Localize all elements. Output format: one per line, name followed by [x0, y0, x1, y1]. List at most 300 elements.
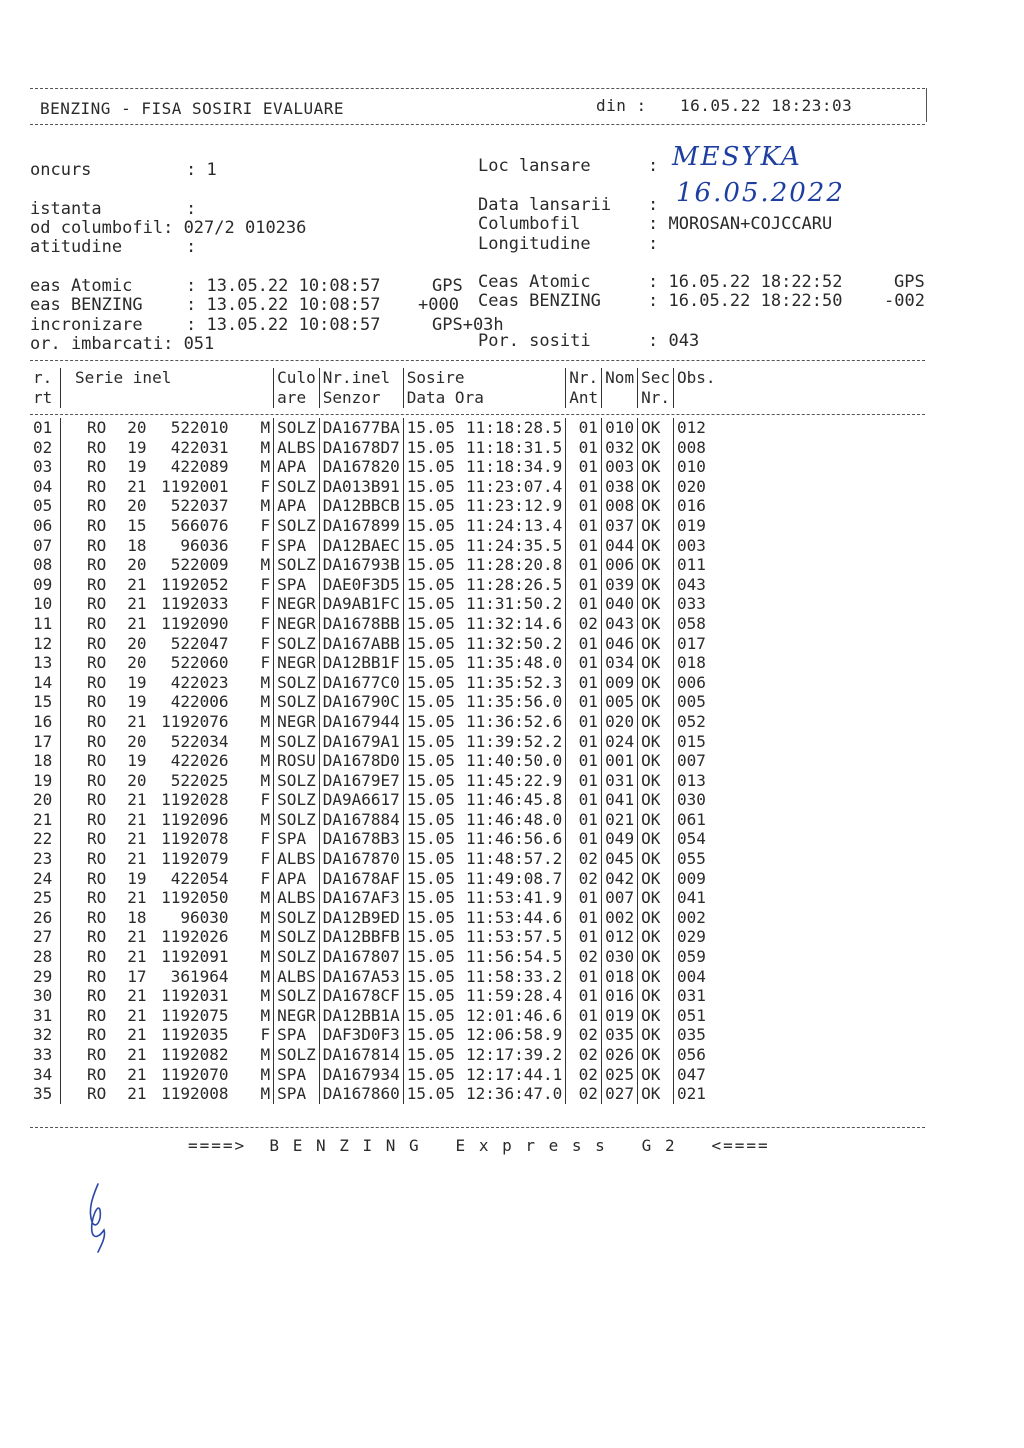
clock-sep: :: [648, 291, 659, 311]
cell-obs: 018: [673, 653, 718, 673]
cell-data: 15.05: [403, 457, 458, 477]
cell-obs: 004: [673, 967, 718, 987]
cell-data: 15.05: [403, 829, 458, 849]
cell-nr: 06: [33, 515, 53, 535]
cell-senzor: DA167A53: [319, 967, 403, 987]
cell-nom: 007: [602, 888, 638, 908]
clock-sep: :: [186, 276, 197, 296]
cell-nom: 021: [602, 810, 638, 830]
cell-an: 21: [127, 888, 147, 908]
cell-sex: M: [260, 692, 271, 712]
cell-ant: 01: [566, 967, 602, 987]
cell-gap: [232, 1025, 258, 1045]
cell-senzor: DA167934: [319, 1065, 403, 1085]
cell-an: 19: [127, 457, 147, 477]
cell-inel: 96036: [180, 535, 229, 555]
cell-nom: 038: [602, 477, 638, 497]
cell-gap: [232, 908, 258, 928]
cell-sec: OK: [638, 810, 674, 830]
cell-senzor: DA9A6617: [319, 790, 403, 810]
cell-tara: RO: [61, 496, 110, 516]
cell-data: 15.05: [403, 869, 458, 889]
cell-culoare: ALBS: [274, 438, 320, 458]
col-sec-header-2: Nr.: [638, 388, 674, 408]
clock-extra: GPS+03h: [432, 315, 504, 335]
cell-sex: M: [260, 751, 271, 771]
col-sex-header-2: [258, 388, 274, 408]
cell-data: 15.05: [403, 477, 458, 497]
cell-obs: 041: [673, 888, 718, 908]
cell-data: 15.05: [403, 1025, 458, 1045]
table-row: [30, 653, 719, 673]
cell-nr: 09: [33, 574, 53, 594]
cell-inel: 522010: [170, 418, 229, 437]
cell-sex: M: [260, 1064, 271, 1084]
cell-data: 15.05: [403, 673, 458, 693]
cell-nr: 27: [33, 927, 53, 947]
info-sep: :: [186, 199, 197, 219]
cell-nr: 21: [33, 809, 53, 829]
cell-data: 15.05: [403, 927, 458, 947]
cell-ora: 11:18:31.5: [465, 437, 563, 457]
cell-data: 15.05: [403, 888, 458, 908]
info-sep: :: [163, 218, 174, 238]
cell-ora: 11:24:13.4: [465, 515, 563, 535]
cell-nr: 15: [33, 692, 53, 712]
cell-senzor: DA167AF3: [319, 888, 403, 908]
cell-obs: 047: [673, 1065, 718, 1085]
cell-nr: 33: [33, 1045, 53, 1064]
table-row: [30, 614, 719, 634]
cell-inel: 1192075: [161, 1005, 229, 1025]
cell-ora: 11:45:22.9: [465, 770, 563, 790]
cell-nom: 034: [602, 653, 638, 673]
cell-ant: 01: [566, 634, 602, 654]
table-row: [30, 790, 719, 810]
clock-value: 13.05.22 10:08:57: [206, 315, 381, 335]
cell-inel: 1192031: [161, 986, 229, 1006]
cell-senzor: DA12B9ED: [319, 908, 403, 928]
cell-senzor: DA167807: [319, 947, 403, 967]
cell-gap: [232, 477, 258, 497]
cell-an: 20: [127, 653, 147, 673]
cell-obs: 054: [673, 829, 718, 849]
cell-senzor: DA9AB1FC: [319, 594, 403, 614]
cell-obs: 016: [673, 496, 718, 516]
cell-data: 15.05: [403, 947, 458, 967]
cell-gap: [232, 692, 258, 712]
cell-nom: 009: [602, 673, 638, 693]
cell-obs: 010: [673, 457, 718, 477]
cell-ant: 02: [566, 849, 602, 869]
cell-inel: 1192078: [161, 829, 229, 849]
cell-sex: F: [260, 594, 271, 614]
cell-gap: [232, 614, 258, 634]
table-top-rule: [30, 360, 925, 361]
cell-senzor: DA12BBCB: [319, 496, 403, 516]
col-inel-header: Nr.inel: [319, 368, 403, 388]
cell-culoare: SOLZ: [274, 790, 320, 810]
cell-inel: 522034: [170, 731, 229, 751]
cell-nr: 18: [33, 751, 53, 771]
clock-value: 13.05.22 10:08:57: [206, 295, 381, 315]
header-bottom-rule: [30, 124, 925, 125]
table-row: [30, 634, 719, 654]
cell-culoare: SOLZ: [274, 986, 320, 1006]
cell-data: 15.05: [403, 732, 458, 752]
cell-ora: 11:49:08.7: [465, 868, 563, 888]
cell-senzor: DA12BBFB: [319, 927, 403, 947]
cell-tara: RO: [61, 1025, 110, 1045]
cell-inel: 1192008: [161, 1084, 229, 1104]
cell-obs: 002: [673, 908, 718, 928]
cell-sex: F: [260, 653, 271, 673]
col-ant-header-2: Ant: [566, 388, 602, 408]
cell-ant: 02: [566, 1025, 602, 1045]
cell-sec: OK: [638, 712, 674, 732]
col-ant-header: Nr.: [566, 368, 602, 388]
cell-sec: OK: [638, 1084, 674, 1104]
clock-value: 16.05.22 18:22:50: [668, 291, 843, 311]
cell-culoare: SPA: [274, 1065, 320, 1085]
table-row: [30, 888, 719, 908]
clock-label: eas Atomic: [30, 276, 133, 296]
cell-data: 15.05: [403, 555, 458, 575]
cell-sec: OK: [638, 477, 674, 497]
cell-nom: 018: [602, 967, 638, 987]
cell-an: 20: [127, 770, 147, 790]
cell-nr: 32: [33, 1025, 53, 1045]
cell-senzor: DA167870: [319, 849, 403, 869]
cell-sec: OK: [638, 927, 674, 947]
clock-extra: -002: [884, 291, 925, 311]
date-label: din :: [596, 96, 647, 115]
cell-tara: RO: [61, 594, 110, 614]
cell-an: 21: [127, 809, 147, 829]
cell-gap: [232, 927, 258, 947]
cell-culoare: ALBS: [274, 967, 320, 987]
cell-tara: RO: [61, 771, 110, 791]
cell-culoare: APA: [274, 457, 320, 477]
cell-culoare: SOLZ: [274, 477, 320, 497]
cell-nom: 042: [602, 869, 638, 889]
cell-ora: 11:53:57.5: [465, 927, 563, 947]
cell-culoare: NEGR: [274, 712, 320, 732]
cell-tara: RO: [61, 829, 110, 849]
cell-gap: [232, 634, 258, 654]
cell-ant: 01: [566, 712, 602, 732]
cell-sec: OK: [638, 653, 674, 673]
cell-ora: 11:35:48.0: [465, 653, 563, 673]
cell-ant: 01: [566, 477, 602, 497]
cell-obs: 003: [673, 536, 718, 556]
cell-tara: RO: [61, 1006, 110, 1026]
cell-gap: [232, 496, 258, 516]
table-row: [30, 673, 719, 693]
cell-an: 19: [127, 751, 147, 771]
cell-tara: RO: [61, 986, 110, 1006]
cell-nom: 003: [602, 457, 638, 477]
cell-obs: 015: [673, 732, 718, 752]
cell-culoare: NEGR: [274, 594, 320, 614]
col-sec-header: Sec: [638, 368, 674, 388]
cell-data: 15.05: [403, 496, 458, 516]
cell-sec: OK: [638, 692, 674, 712]
cell-nr: 05: [33, 496, 53, 516]
cell-gap: [232, 986, 258, 1006]
col-sosire-header: Sosire: [403, 368, 566, 388]
cell-senzor: DA16790C: [319, 692, 403, 712]
cell-gap: [232, 418, 258, 438]
cell-nom: 045: [602, 849, 638, 869]
clock-sep: :: [648, 272, 659, 292]
cell-ora: 11:18:28.5: [465, 418, 563, 437]
table-bottom-rule: [30, 1127, 925, 1128]
cell-senzor: DA167899: [319, 516, 403, 536]
cell-culoare: SOLZ: [274, 810, 320, 830]
cell-nom: 006: [602, 555, 638, 575]
cell-an: 21: [127, 849, 147, 869]
cell-nr: 12: [33, 633, 53, 653]
cell-ant: 01: [566, 751, 602, 771]
cell-inel: 1192052: [161, 574, 229, 594]
cell-obs: 030: [673, 790, 718, 810]
header-top-rule: [30, 88, 925, 89]
cell-gap: [232, 771, 258, 791]
table-header: [30, 368, 719, 418]
cell-inel: 522009: [170, 555, 229, 575]
cell-sec: OK: [638, 1025, 674, 1045]
cell-tara: RO: [61, 575, 110, 595]
cell-ora: 11:23:07.4: [465, 476, 563, 496]
clock-value: 16.05.22 18:22:52: [668, 272, 843, 292]
cell-data: 15.05: [403, 849, 458, 869]
cell-inel: 1192070: [161, 1064, 229, 1084]
cell-an: 21: [127, 986, 147, 1006]
cell-obs: 031: [673, 986, 718, 1006]
cell-data: 15.05: [403, 418, 458, 438]
cell-ora: 12:17:44.1: [465, 1064, 563, 1084]
cell-ora: 11:56:54.5: [465, 947, 563, 967]
cell-senzor: DA12BAEC: [319, 536, 403, 556]
cell-ora: 11:36:52.6: [465, 711, 563, 731]
cell-senzor: DA167814: [319, 1045, 403, 1065]
cell-tara: RO: [61, 1084, 110, 1104]
cell-nr: 10: [33, 594, 53, 614]
cell-senzor: DA167820: [319, 457, 403, 477]
table-row: [30, 829, 719, 849]
cell-sex: M: [260, 770, 271, 790]
cell-sec: OK: [638, 732, 674, 752]
cell-nr: 29: [33, 966, 53, 986]
cell-sec: OK: [638, 888, 674, 908]
cell-tara: RO: [61, 947, 110, 967]
cell-culoare: SPA: [274, 829, 320, 849]
cell-ant: 01: [566, 536, 602, 556]
cell-ora: 11:53:44.6: [465, 907, 563, 927]
cell-senzor: DA1678BB: [319, 614, 403, 634]
cell-data: 15.05: [403, 810, 458, 830]
cell-sex: M: [260, 888, 271, 908]
cell-inel: 522025: [170, 770, 229, 790]
cell-ora: 12:17:39.2: [465, 1045, 563, 1064]
cell-senzor: DA1678D0: [319, 751, 403, 771]
cell-an: 18: [127, 535, 147, 555]
cell-nom: 049: [602, 829, 638, 849]
cell-sex: M: [260, 731, 271, 751]
cell-culoare: NEGR: [274, 1006, 320, 1026]
cell-sex: M: [260, 947, 271, 967]
cell-inel: 1192001: [161, 476, 229, 496]
cell-obs: 017: [673, 634, 718, 654]
info-label: Data lansarii: [478, 195, 612, 215]
info-sep: :: [648, 234, 659, 254]
cell-culoare: SOLZ: [274, 692, 320, 712]
cell-ora: 11:28:26.5: [465, 574, 563, 594]
cell-inel: 1192091: [161, 947, 229, 967]
cell-ant: 01: [566, 653, 602, 673]
cell-inel: 1192026: [161, 927, 229, 947]
cell-tara: RO: [61, 614, 110, 634]
cell-nr: 22: [33, 829, 53, 849]
cell-gap: [232, 594, 258, 614]
cell-senzor: DA12BB1A: [319, 1006, 403, 1026]
clock-value: 13.05.22 10:08:57: [206, 276, 381, 296]
cell-culoare: SOLZ: [274, 634, 320, 654]
cell-gap: [232, 869, 258, 889]
cell-ora: 11:46:48.0: [465, 809, 563, 829]
cell-sex: F: [260, 1025, 271, 1045]
cell-gap: [232, 438, 258, 458]
cell-nr: 11: [33, 613, 53, 633]
cell-ant: 01: [566, 673, 602, 693]
cell-sec: OK: [638, 575, 674, 595]
col-serie-header: Serie inel: [61, 368, 258, 388]
cell-tara: RO: [61, 869, 110, 889]
cell-nr: 04: [33, 476, 53, 496]
table-row: [30, 418, 719, 438]
table-row: [30, 692, 719, 712]
table-row: [30, 967, 719, 987]
cell-senzor: DA16793B: [319, 555, 403, 575]
cell-ant: 01: [566, 516, 602, 536]
cell-nom: 002: [602, 908, 638, 928]
cell-inel: 422026: [170, 751, 229, 771]
cell-sec: OK: [638, 967, 674, 987]
cell-ant: 01: [566, 457, 602, 477]
cell-nom: 027: [602, 1084, 638, 1104]
cell-an: 21: [127, 1045, 147, 1064]
cell-culoare: APA: [274, 869, 320, 889]
cell-nr: 17: [33, 731, 53, 751]
cell-an: 21: [127, 594, 147, 614]
cell-gap: [232, 555, 258, 575]
cell-nr: 25: [33, 888, 53, 908]
cell-ant: 01: [566, 908, 602, 928]
cell-gap: [232, 849, 258, 869]
cell-ant: 02: [566, 947, 602, 967]
cell-data: 15.05: [403, 653, 458, 673]
cell-inel: 422023: [170, 672, 229, 692]
table-row: [30, 555, 719, 575]
cell-sex: M: [260, 555, 271, 575]
table-row: [30, 496, 719, 516]
concurs-value: 1: [206, 160, 217, 180]
cell-culoare: NEGR: [274, 653, 320, 673]
clock-sep: :: [648, 331, 659, 351]
cell-senzor: DAE0F3D5: [319, 575, 403, 595]
cell-data: 15.05: [403, 692, 458, 712]
cell-tara: RO: [61, 634, 110, 654]
cell-tara: RO: [61, 516, 110, 536]
cell-sec: OK: [638, 438, 674, 458]
cell-ant: 02: [566, 1065, 602, 1085]
cell-ora: 11:40:50.0: [465, 751, 563, 771]
table-row: [30, 849, 719, 869]
cell-obs: 008: [673, 438, 718, 458]
cell-nr: 07: [33, 535, 53, 555]
cell-ora: 11:35:52.3: [465, 672, 563, 692]
cell-inel: 1192050: [161, 888, 229, 908]
imbarcati-value: 051: [183, 334, 215, 354]
cell-sex: M: [260, 907, 271, 927]
columbofil-value: MOROSAN+COJCCARU: [668, 214, 833, 234]
cell-gap: [232, 751, 258, 771]
cell-senzor: DA167ABB: [319, 634, 403, 654]
col-culoare-header: Culo: [274, 368, 320, 388]
cell-sex: M: [260, 437, 271, 457]
cell-an: 21: [127, 927, 147, 947]
cell-nom: 046: [602, 634, 638, 654]
cell-nr: 02: [33, 437, 53, 457]
cell-gap: [232, 536, 258, 556]
cell-ora: 11:24:35.5: [465, 535, 563, 555]
header-spacer: [30, 408, 719, 418]
cell-nom: 037: [602, 516, 638, 536]
cell-tara: RO: [61, 653, 110, 673]
cell-gap: [232, 712, 258, 732]
cell-sex: M: [260, 966, 271, 986]
cell-sex: F: [260, 849, 271, 869]
cell-tara: RO: [61, 810, 110, 830]
cell-ora: 12:36:47.0: [465, 1084, 563, 1104]
cell-sec: OK: [638, 790, 674, 810]
clock-extra: GPS: [432, 276, 463, 296]
cell-sec: OK: [638, 673, 674, 693]
cell-inel: 361964: [170, 966, 229, 986]
info-sep: :: [648, 214, 659, 234]
cell-ant: 01: [566, 555, 602, 575]
cell-sec: OK: [638, 614, 674, 634]
cell-obs: 059: [673, 947, 718, 967]
cell-sec: OK: [638, 457, 674, 477]
col-sex-header: [258, 368, 274, 388]
cell-culoare: SOLZ: [274, 1045, 320, 1065]
cell-tara: RO: [61, 457, 110, 477]
cell-an: 21: [127, 1025, 147, 1045]
cell-sec: OK: [638, 1065, 674, 1085]
cell-ant: 01: [566, 732, 602, 752]
cell-data: 15.05: [403, 751, 458, 771]
info-label: oncurs: [30, 160, 92, 180]
header-right-border: [926, 88, 927, 122]
col-culoare-header-2: are: [274, 388, 320, 408]
cell-inel: 1192033: [161, 594, 229, 614]
cell-obs: 007: [673, 751, 718, 771]
cell-sex: M: [260, 457, 271, 477]
cell-inel: 1192076: [161, 711, 229, 731]
cell-sex: M: [260, 927, 271, 947]
